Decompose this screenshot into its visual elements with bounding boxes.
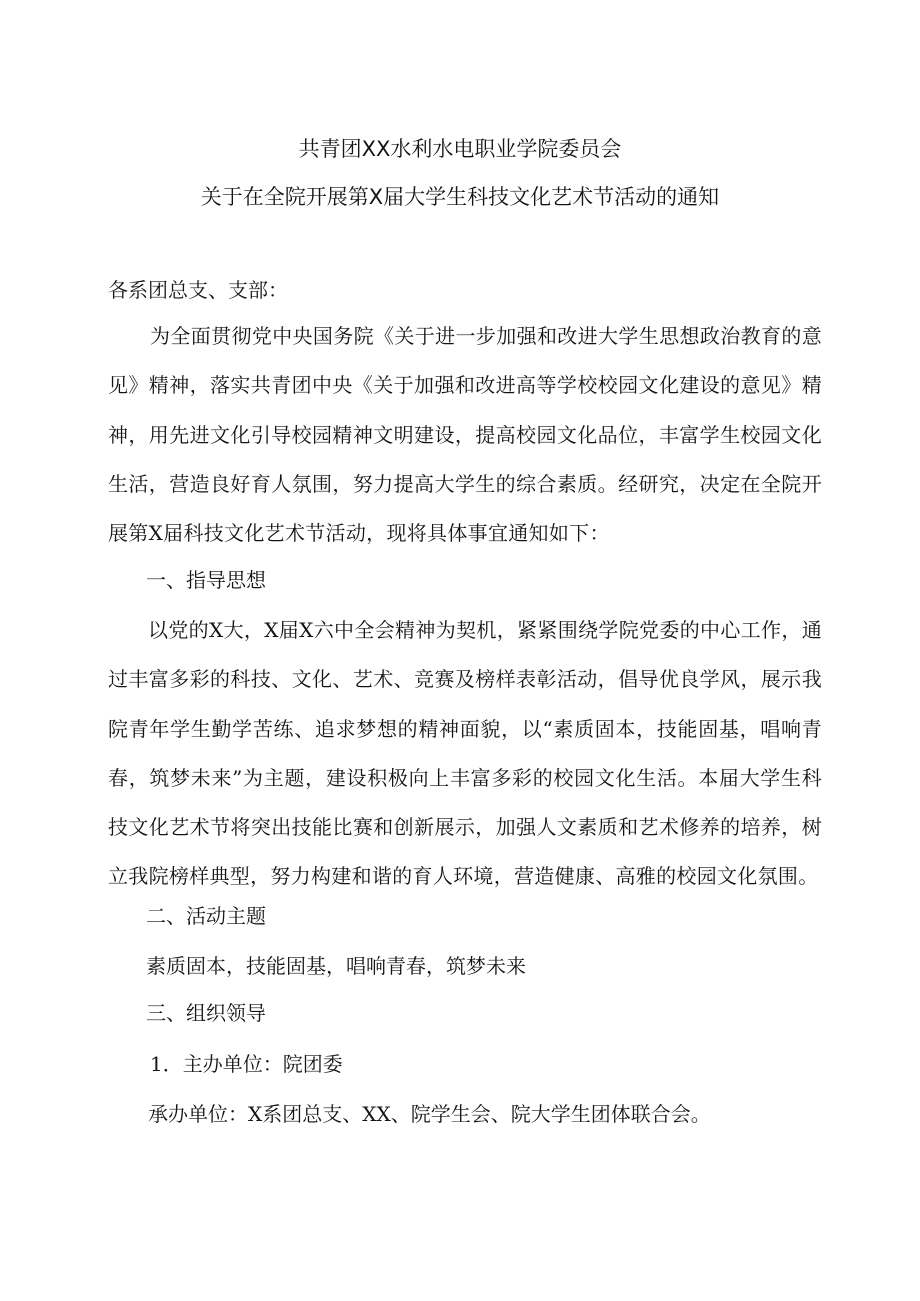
section-heading-organization: 三、组织领导 — [146, 1001, 266, 1025]
organizer-host-line: 1．主办单位：院团委 — [150, 1052, 343, 1076]
intro-paragraph: 为全面贯彻党中央国务院《关于进一步加强和改进大学生思想政治教育的意见》精神，落实共青团中央《关于加强和改进高等学校校园文化建设的意见》精神，用先进文化引导校园精神文明建设，提高校园文化品位，丰富学生校园文化生活，营造良好育人氛围，努力提高大学生的综合素质。经研究，决定在全院开展第X届科技文化艺术节活动，现将具体事宜通知如下： — [108, 324, 822, 546]
section-heading-activity-theme: 二、活动主题 — [146, 904, 266, 928]
salutation: 各系团总支、支部： — [108, 278, 288, 302]
guiding-ideology-paragraph: 以党的X大，X届X六中全会精神为契机，紧紧围绕学院党委的中心工作，通过丰富多彩的科技、文化、艺术、竞赛及榜样表彰活动，倡导优良学风，展示我院青年学生勤学苦练、追求梦想的精神面貌，以“素质固本，技能固基，唱响青春，筑梦未来”为主题，建设积极向上丰富多彩的校园文化生活。本届大学生科技文化艺术节将突出技能比赛和创新展示，加强人文素质和艺术修养的培养，树立我院榜样典型，努力构建和谐的育人环境，营造健康、高雅的校园文化氛围。 — [108, 618, 822, 889]
section-heading-guiding-ideology: 一、指导思想 — [146, 568, 266, 592]
organizer-undertaker-line: 承办单位：X系团总支、XX、院学生会、院大学生团体联合会。 — [148, 1102, 711, 1126]
document-title-issuer: 共青团XX水利水电职业学院委员会 — [298, 137, 622, 161]
document-title-subject: 关于在全院开展第X届大学生科技文化艺术节活动的通知 — [200, 185, 720, 209]
activity-theme-text: 素质固本，技能固基，唱响青春，筑梦未来 — [146, 954, 526, 978]
